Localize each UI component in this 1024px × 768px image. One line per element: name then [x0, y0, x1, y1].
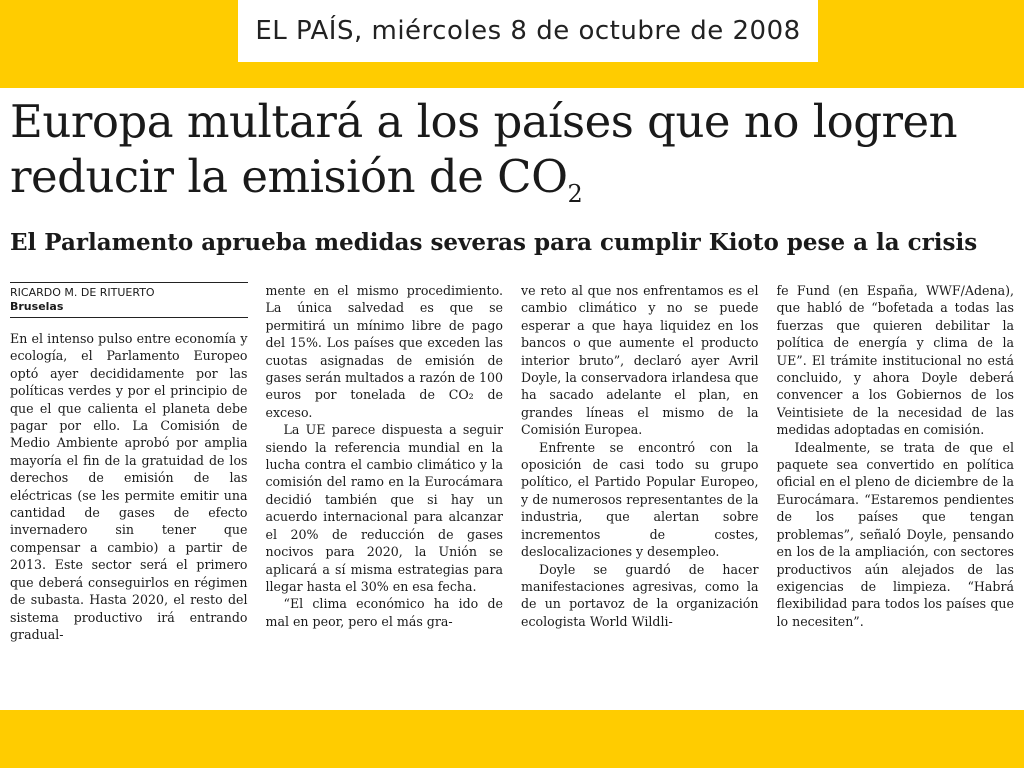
- paragraph: La UE parece dispuesta a seguir siendo la referencia mundial en la lucha contra el cambio climático y la comisión del ramo en la Eurocámara decidió también que si hay un acuerdo internacional para alcanzar el 20% de reducción de gases nocivos para 2020, la Unión se aplicará a sí misma estrategias para llegar hasta el 30% en esa fecha.: [265, 422, 503, 594]
- paragraph: fe Fund (en España, WWF/Adena), que habló de “bofetada a todas las fuerzas que quieren debilitar la política de energía y clima de la UE”. El trámite institucional no está concluido, y ahora Doyle deberá convencer a los Gobiernos de los Veintisiete de la necesidad de las medidas adoptadas en comisión.: [776, 283, 1014, 438]
- paragraph: Idealmente, se trata de que el paquete sea convertido en política oficial en el pleno de diciembre de la Eurocámara. “Estaremos pendientes de los países que tengan problemas”, señaló Doyle, pensando en los de la ampliación, con sectores productivos aún alejados de las exigencias de limpieza. “Habrá flexibilidad para todos los países que lo necesiten”.: [776, 439, 1014, 629]
- paragraph: mente en el mismo procedimiento. La única salvedad es que se permitirá un mínimo libre de pago del 15%. Los países que exceden las cuotas asignadas de emisión de gases serán multados a razón de 100 euros por tonelada de CO₂ de exceso.: [265, 283, 503, 420]
- paragraph: ve reto al que nos enfrentamos es el cambio climático y no se puede esperar a que haya liquidez en los bancos o que aumente el producto interior bruto”, declaró ayer Avril Doyle, la conservadora irlandesa que ha sacado adelante el plan, en grandes líneas el mismo de la Comisión Europea.: [521, 283, 759, 438]
- column-1: [10, 282, 248, 707]
- masthead: [238, 0, 818, 62]
- column-2: [266, 282, 504, 707]
- paragraph: En el intenso pulso entre economía y ecología, el Parlamento Europeo optó ayer decididamente por las políticas verdes y por el principio de que el que calienta el planeta debe pagar por ello. La Comisión de Medio Ambiente aprobó por amplia mayoría el fin de la gratuidad de los derechos de emisión de las eléctricas (se les permite emitir una cantidad de gases de efecto invernadero sin tener que compensar a cambio) a partir de 2013. Este sector será el primero que deberá conseguirlos en régimen de subasta. Hasta 2020, el resto del sistema productivo irá entrando gradual-: [10, 331, 248, 642]
- headline-main: Europa multará a los países que no logren reducir la emisión de CO: [10, 95, 958, 203]
- headline-subscript: 2: [567, 180, 583, 208]
- byline-author: RICARDO M. DE RITUERTO: [10, 286, 155, 299]
- column-4: [777, 282, 1015, 707]
- paragraph: “El clima económico ha ido de mal en peor, pero el más gra-: [265, 596, 503, 629]
- byline-location: Bruselas: [10, 300, 64, 313]
- article-columns: [10, 282, 1014, 707]
- byline: [10, 282, 248, 318]
- masthead-text: EL PAÍS, miércoles 8 de octubre de 2008: [255, 16, 801, 46]
- column-3: [521, 282, 759, 707]
- paragraph: Doyle se guardó de hacer manifestaciones agresivas, como la de un portavoz de la organización ecologista World Wildli-: [521, 561, 759, 629]
- article: [0, 88, 1024, 710]
- paragraph: Enfrente se encontró con la oposición de casi todo su grupo político, el Partido Popular Europeo, y de numerosos representantes de la industria, que alertan sobre incrementos de costes, deslocalizaciones y desempleo.: [521, 439, 759, 560]
- headline: [10, 88, 1014, 222]
- subheadline: El Parlamento aprueba medidas severas para cumplir Kioto pese a la crisis: [10, 229, 978, 256]
